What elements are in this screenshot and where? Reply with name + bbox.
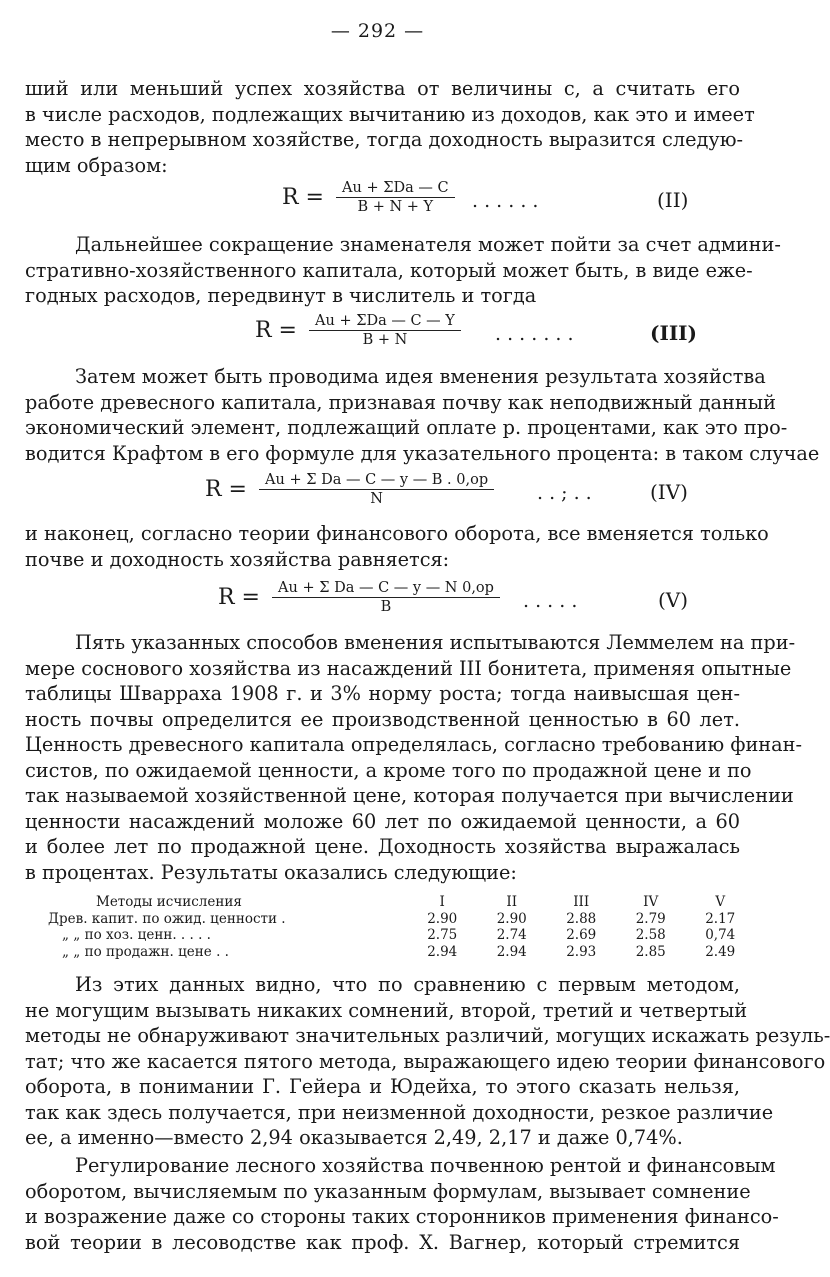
text-line: и возражение даже со стороны таких сторонников применения финансо- (25, 1205, 779, 1228)
table-cell: 0,74 (705, 927, 736, 943)
text-line: систов, по ожидаемой ценности, а кроме того по продажной цене и по (25, 758, 752, 782)
text-line: мере соснового хозяйства из насаждений III бонитета, применяя опытные (25, 656, 792, 680)
paragraph-5 (25, 630, 803, 885)
text-line: оборотом, вычисляемым по указанным формулам, вызывает сомнение (25, 1179, 751, 1203)
table-header-row (48, 894, 755, 911)
table-cell: 2.88 (566, 910, 597, 927)
fraction (259, 472, 494, 507)
text-line: в числе расходов, подлежащих вычитанию из доходов, как это и имеет (25, 102, 755, 126)
formula-iv (205, 472, 688, 507)
text-line: почве и доходность хозяйства равняется: (25, 547, 450, 571)
formula-number: (III) (650, 321, 697, 345)
text-line: оборота, в понимании Г. Гейера и Юдейха, то этого сказать нельзя, (25, 1075, 740, 1098)
row-label: Древ. капит. по ожид. ценности . (48, 910, 286, 927)
text-line: ность почвы определится ее производственной ценностью в 60 лет. (25, 707, 740, 731)
table-header-col: IV (643, 894, 659, 910)
text-line: и наконец, согласно теории финансового оборота, все вменяется только (25, 522, 769, 545)
table-cell: 2.90 (496, 910, 527, 927)
results-table (48, 894, 755, 960)
table-row (48, 944, 755, 961)
text-line: работе древесного капитала, признавая почву как неподвижный данный (25, 390, 776, 414)
text-line: Из этих данных видно, что по сравнению с первым методом, (75, 973, 740, 996)
table-cell: 2.75 (427, 927, 458, 943)
formula-number: (V) (658, 588, 689, 612)
table-cell: 2.93 (566, 943, 597, 960)
paragraph-4 (25, 521, 769, 572)
numerator: Au + Σ Da — C — y — B . 0,op (259, 472, 494, 490)
fraction (272, 580, 500, 615)
table-cell: 2.85 (635, 943, 666, 960)
table-cell: 2.94 (496, 943, 527, 960)
text-line: методы не обнаруживают значительных различий, могущих искажать резуль- (25, 1024, 830, 1047)
table-header-col: V (715, 894, 726, 910)
formula-iii (255, 313, 697, 348)
numerator: Au + ΣDa — C — Y (309, 313, 461, 331)
text-line: в процентах. Результаты оказались следующие: (25, 860, 517, 884)
text-line: так называемой хозяйственной цене, которая получается при вычислении (25, 784, 794, 807)
denominator: B (380, 599, 392, 615)
text-line: Дальнейшее сокращение знаменателя может пойти за счет админи- (75, 233, 781, 256)
denominator: B + N (362, 332, 408, 348)
text-line: экономический элемент, подлежащий оплате р. процентами, как это про- (25, 416, 788, 439)
paragraph-6 (25, 972, 830, 1151)
text-line: место в непрерывном хозяйстве, тогда доходность выразится следую- (25, 128, 743, 151)
text-line: Регулирование лесного хозяйства почвенною рентой и финансовым (75, 1154, 776, 1177)
formula-v (218, 580, 689, 615)
table-cell: 2.17 (705, 910, 736, 927)
text-line: не могущим вызывать никаких сомнений, второй, третий и четвертый (25, 998, 748, 1022)
denominator: N (370, 491, 383, 507)
text-line: таблицы Швappаха 1908 г. и 3% норму роста; тогда наивысшая цен- (25, 682, 740, 705)
leader-dots: . . ; . . (537, 482, 592, 504)
table-cell: 2.74 (496, 927, 527, 943)
page-number: — 292 — (330, 20, 425, 42)
text-line: Пять указанных способов вменения испытываются Леммелем на при- (75, 631, 796, 654)
text-line: тат; что же касается пятого метода, выражающего идею теории финансового (25, 1049, 826, 1073)
text-line: водится Крафтом в его формуле для указательного процента: в таком случае (25, 441, 820, 465)
paragraph-2 (25, 232, 781, 309)
formula-lhs: R = (218, 585, 260, 610)
paragraph-7 (25, 1153, 779, 1255)
text-line: и более лет по продажной цене. Доходность хозяйства выражалась (25, 835, 740, 858)
fraction (336, 180, 455, 215)
text-line: ценности насаждений моложе 60 лет по ожидаемой ценности, а 60 (25, 809, 740, 833)
table-header-col: II (506, 894, 518, 910)
paragraph-1 (25, 76, 755, 178)
table-header-col: I (439, 894, 445, 910)
formula-lhs: R = (205, 477, 247, 502)
text-line: Ценность древесного капитала определялась, согласно требованию финан- (25, 733, 803, 756)
table-cell: 2.94 (427, 943, 458, 960)
denominator: B + N + Y (357, 199, 434, 215)
leader-dots: . . . . . . (472, 190, 539, 212)
text-line: ший или меньший успех хозяйства от величины с, а считать его (25, 77, 740, 100)
table-cell: 2.69 (566, 927, 597, 943)
fraction (309, 313, 461, 348)
formula-number: (IV) (650, 480, 688, 504)
paragraph-3 (25, 364, 820, 466)
numerator: Au + Σ Da — C — y — N 0,op (272, 580, 500, 598)
table-header-col: III (573, 894, 590, 910)
leader-dots: . . . . . . . (495, 323, 574, 345)
table-cell: 2.58 (635, 927, 666, 943)
formula-ii (282, 180, 689, 215)
formula-lhs: R = (255, 318, 297, 343)
text-line: Затем может быть проводима идея вменения результата хозяйства (75, 365, 766, 388)
leader-dots: . . . . . (523, 590, 578, 612)
row-label: „ „ по продажн. цене . . (62, 943, 229, 960)
text-line: годных расходов, передвинут в числитель и тогда (25, 284, 537, 307)
table-row (48, 911, 755, 928)
formula-number: (II) (657, 188, 689, 212)
table-cell: 2.90 (427, 910, 458, 927)
table-row (48, 927, 755, 944)
row-label: „ „ по хоз. ценн. . . . . (62, 927, 211, 943)
table-cell: 2.49 (705, 943, 736, 960)
text-line: щим образом: (25, 153, 168, 177)
table-header-method: Методы исчисления (96, 894, 242, 910)
text-line: ее, а именно—вместо 2,94 оказывается 2,49, 2,17 и даже 0,74%. (25, 1126, 683, 1149)
table-cell: 2.79 (635, 910, 666, 927)
text-line: стративно-хозяйственного капитала, который может быть, в виде еже- (25, 258, 753, 282)
text-line: так как здесь получается, при неизменной доходности, резкое различие (25, 1100, 774, 1124)
text-line: вой теории в лесоводстве как проф. Х. Вагнер, который стремится (25, 1230, 740, 1254)
formula-lhs: R = (282, 185, 324, 210)
numerator: Au + ΣDa — C (336, 180, 455, 198)
